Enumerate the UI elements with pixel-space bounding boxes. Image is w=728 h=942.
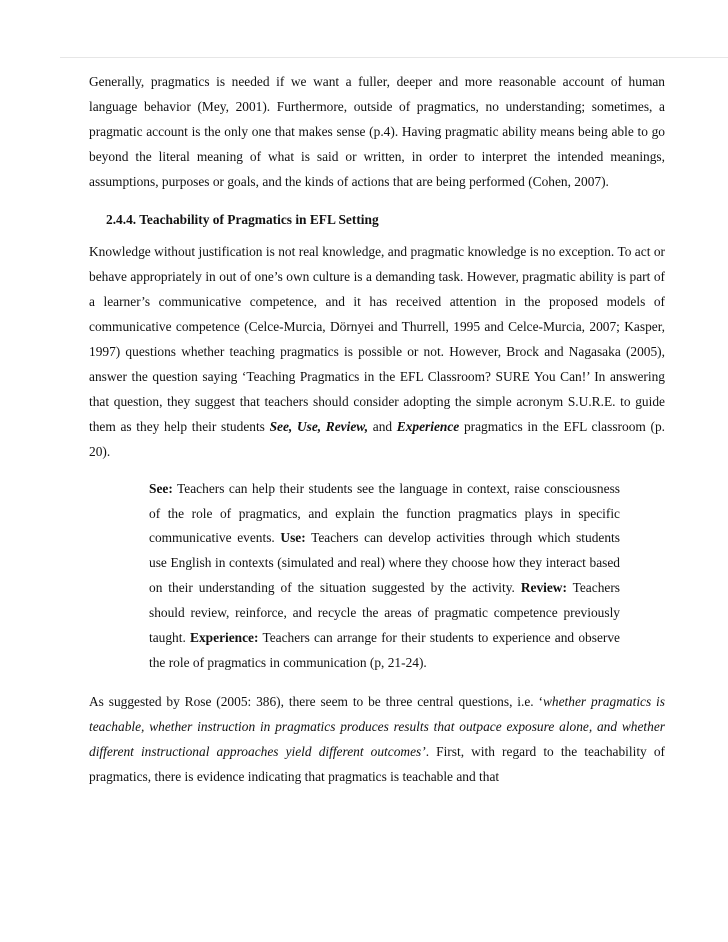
and-text: and xyxy=(368,418,397,434)
see-label: See: xyxy=(149,480,173,496)
block-quote-sure xyxy=(149,477,620,676)
use-text: Teachers can develop activities through which students use English in contexts (simulated and real) where they choose how they interact based on their understanding of the situation suggested by the activity. xyxy=(149,530,620,596)
paragraph-teachability-text: Knowledge without justification is not real knowledge, and pragmatic knowledge is no exception. To act or behave appropriately in out of one’s own culture is a demanding task. However, pragmatic ability is part of a learner’s communicative competence, and it has received attention in the proposed models of communicative competence (Celce-Murcia, Dörnyei and Thurrell, 1995 and Celce-Murcia, 2007; Kasper, 1997) questions whether teaching pragmatics is possible or not. However, Brock and Nagasaka (2005), answer the question saying ‘Teaching Pragmatics in the EFL Classroom? SURE You Can!’ In answering that question, they suggest that teachers should consider adopting the simple acronym S.U.R.E. to guide them as they help their students xyxy=(89,244,665,434)
paragraph-rose-italic: whether pragmatics is teachable, whether instruction in pragmatics produces results that outpace exposure alone, and whether different instructional approaches yield different outcomes’ xyxy=(89,693,665,759)
paragraph-pragmatics-need: Generally, pragmatics is needed if we want a fuller, deeper and more reasonable account of human language behavior (Mey, 2001). Furthermore, outside of pragmatics, no understanding; sometimes, a pragmatic account is the only one that makes sense (p.4). Having pragmatic ability means being able to go beyond the literal meaning of what is said or written, in order to interpret the intended meanings, assumptions, purposes or goals, and the kinds of actions that are being performed (Cohen, 2007). xyxy=(89,74,665,189)
experience-emphasis: Experience xyxy=(396,418,460,434)
use-label: Use: xyxy=(280,530,306,546)
review-label: Review: xyxy=(520,580,567,596)
see-text: Teachers can help their students see the language in context, raise consciousness of the role of pragmatics, and explain the function pragmatics plays in specific communicative events. xyxy=(149,480,620,546)
sure-emphasis: See, Use, Review, xyxy=(269,418,369,434)
review-text: Teachers should review, reinforce, and recycle the areas of pragmatic competence previously taught. xyxy=(149,580,620,646)
section-heading: 2.4.4. Teachability of Pragmatics in EFL Setting xyxy=(106,211,379,227)
experience-label: Experience: xyxy=(190,630,259,646)
paragraph-teachability xyxy=(89,240,665,464)
paragraph-teachability-tail: pragmatics in the EFL classroom (p. 20). xyxy=(89,418,665,459)
header-rule xyxy=(60,57,728,58)
document-page xyxy=(89,70,665,789)
paragraph-rose xyxy=(89,690,665,790)
paragraph-rose-lead: As suggested by Rose (2005: 386), there seem to be three central questions, i.e. ‘ xyxy=(89,693,543,709)
paragraph-rose-tail: . First, with regard to the teachability of pragmatics, there is evidence indicating that pragmatics is teachable and that xyxy=(89,743,665,784)
experience-text: Teachers can arrange for their students to experience and observe the role of pragmatics in communication (p, 21-24). xyxy=(149,630,620,670)
